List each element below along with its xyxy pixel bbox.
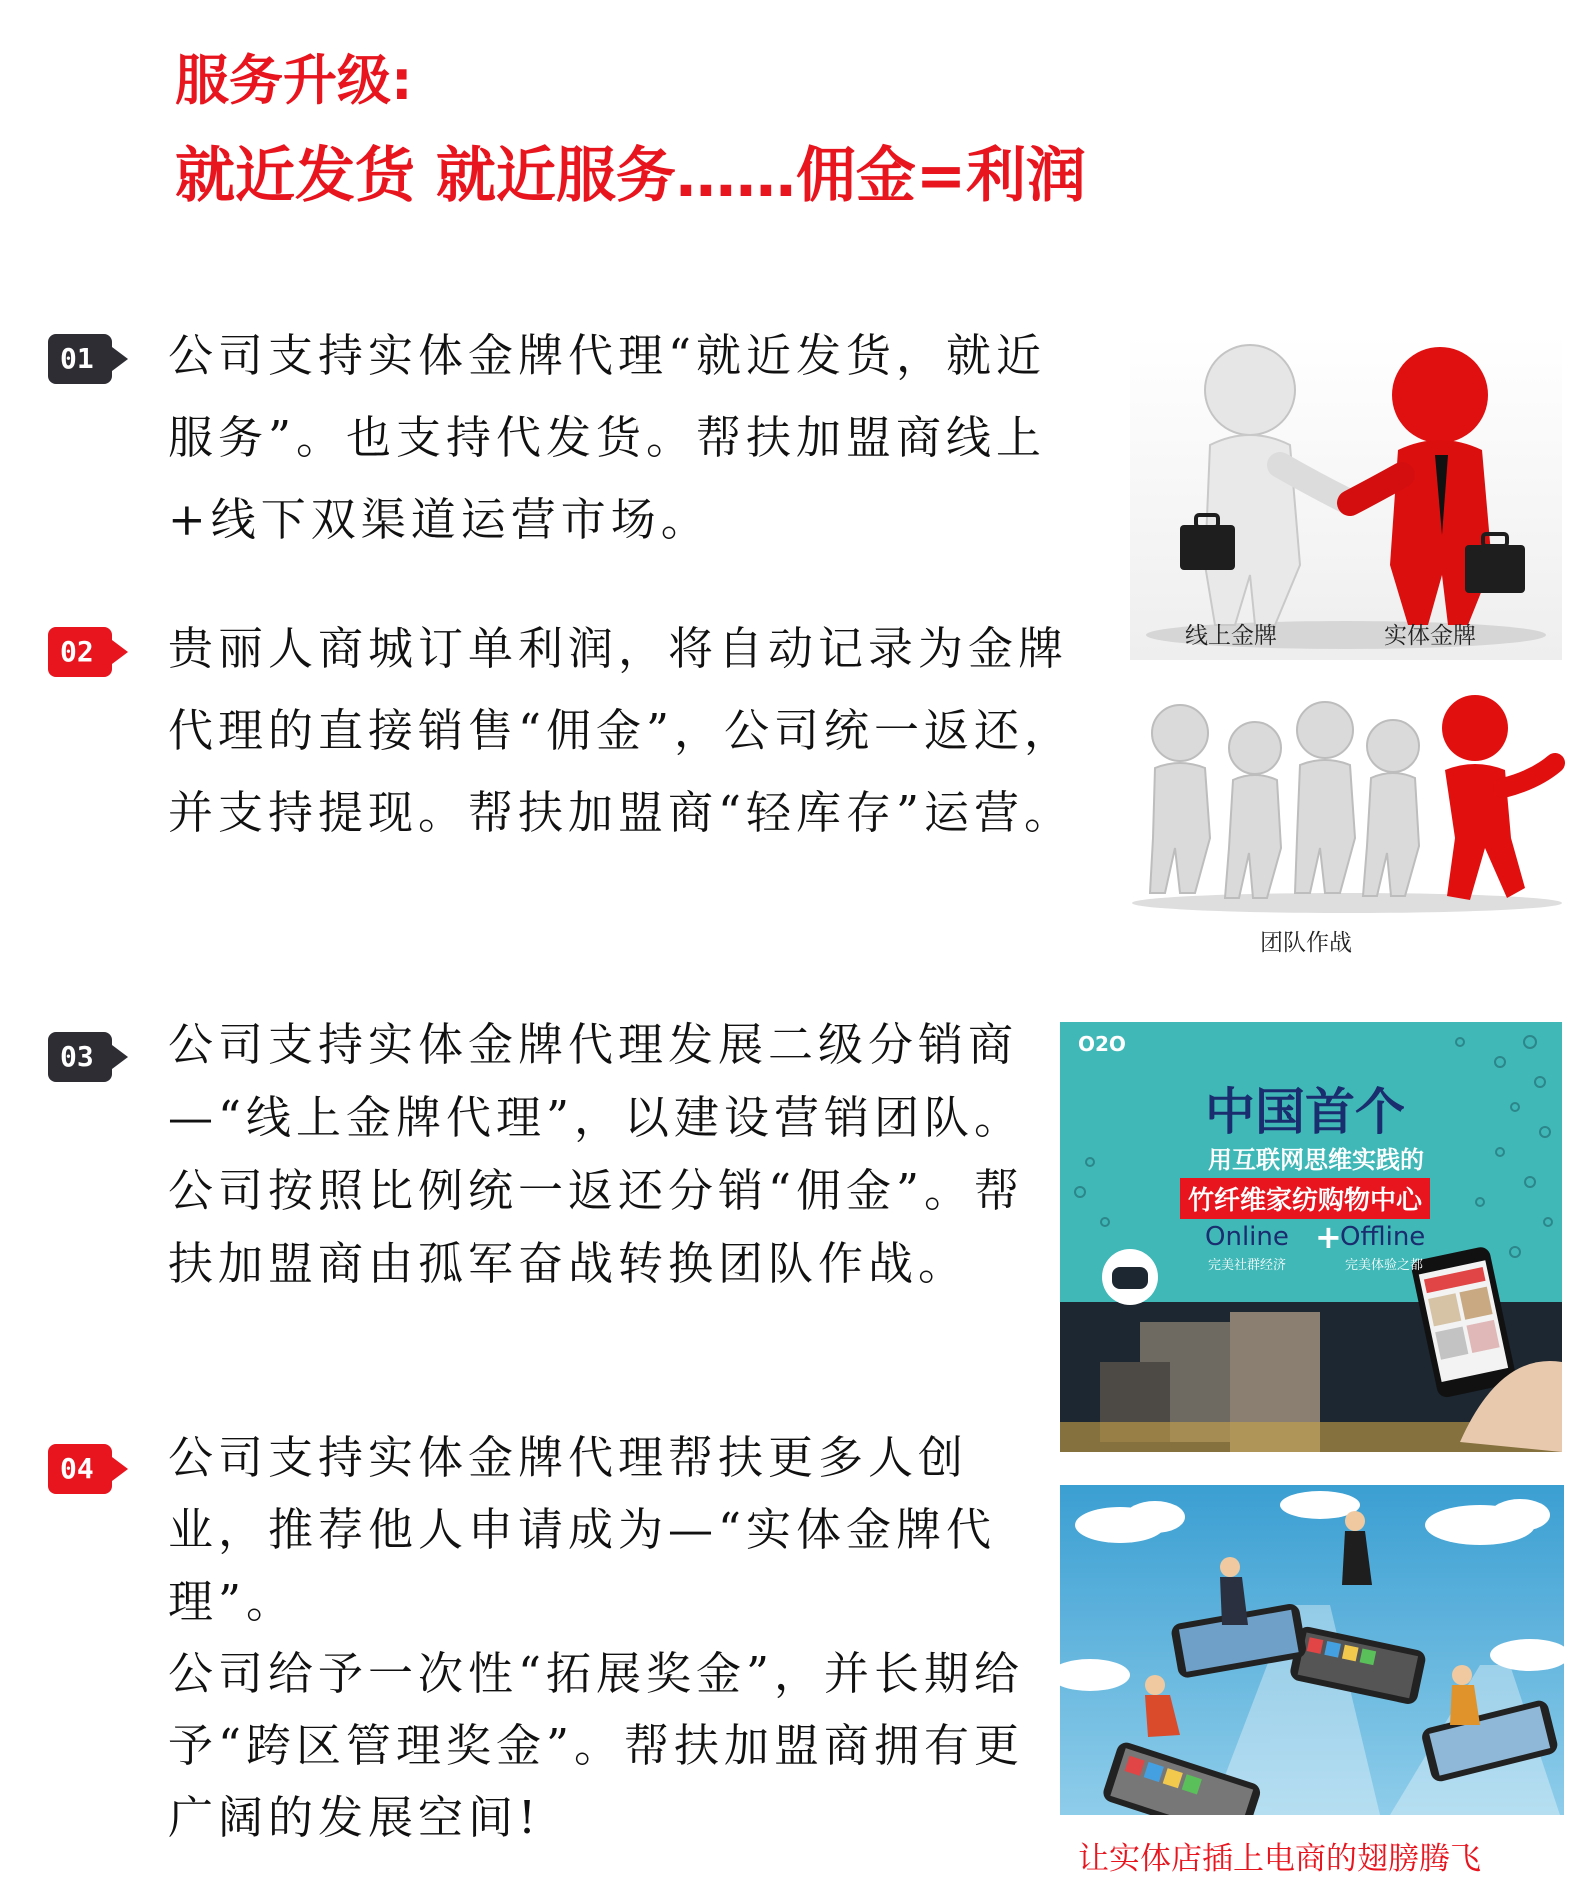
item-02-text: 贵丽人商城订单利润，将自动记录为金牌代理的直接销售“佣金”，公司统一返还，并支持提现。帮扶加盟商“轻库存”运营。	[168, 622, 1075, 839]
o2o-logo: O2O	[1078, 1032, 1126, 1056]
handshake-image	[1130, 335, 1562, 660]
o2o-offline-sub: 完美体验之都	[1345, 1258, 1424, 1273]
badge-01: 01	[48, 334, 112, 384]
handshake-illustration	[1130, 335, 1562, 660]
team-image	[1125, 688, 1569, 960]
o2o-plus: +	[1315, 1218, 1342, 1256]
team-caption: 团队作战	[1260, 930, 1352, 956]
headline-line-1: 服务升级:	[175, 49, 413, 112]
handshake-left-label: 线上金牌	[1185, 623, 1277, 649]
o2o-online-sub: 完美社群经济	[1208, 1258, 1287, 1273]
item-01-text: 公司支持实体金牌代理“就近发货，就近服务”。也支持代发货。帮扶加盟商线上+线下双渠道运营市场。	[168, 329, 1047, 546]
o2o-poster-image	[1060, 1022, 1562, 1452]
badge-04: 04	[48, 1444, 112, 1494]
badge-02: 02	[48, 627, 112, 677]
o2o-offline: Offline	[1340, 1222, 1426, 1252]
item-03-text: 公司支持实体金牌代理发展二级分销商—“线上金牌代理”，以建设营销团队。公司按照比例统一返还分销“佣金”。帮扶加盟商由孤军奋战转换团队作战。	[168, 1018, 1025, 1290]
flying-caption: 让实体店插上电商的翅膀腾飞	[1078, 1841, 1481, 1877]
flying-phones-illustration	[1060, 1485, 1564, 1815]
o2o-title: 中国首个	[1205, 1083, 1405, 1141]
o2o-online: Online	[1205, 1222, 1289, 1252]
o2o-highlight: 竹纤维家纺购物中心	[1180, 1178, 1430, 1219]
flying-phones-image	[1060, 1485, 1564, 1880]
badge-03: 03	[48, 1032, 112, 1082]
team-illustration	[1125, 688, 1569, 918]
item-04-text: 公司支持实体金牌代理帮扶更多人创业，推荐他人申请成为—“实体金牌代理”。 公司给予一次性“拓展奖金”，并长期给予“跨区管理奖金”。帮扶加盟商拥有更广阔的发展空间!	[168, 1431, 1025, 1844]
headline-line-2: 就近发货 就近服务……佣金=利润	[175, 141, 1087, 211]
handshake-right-label: 实体金牌	[1384, 623, 1476, 649]
o2o-subtitle: 用互联网思维实践的	[1208, 1146, 1424, 1174]
